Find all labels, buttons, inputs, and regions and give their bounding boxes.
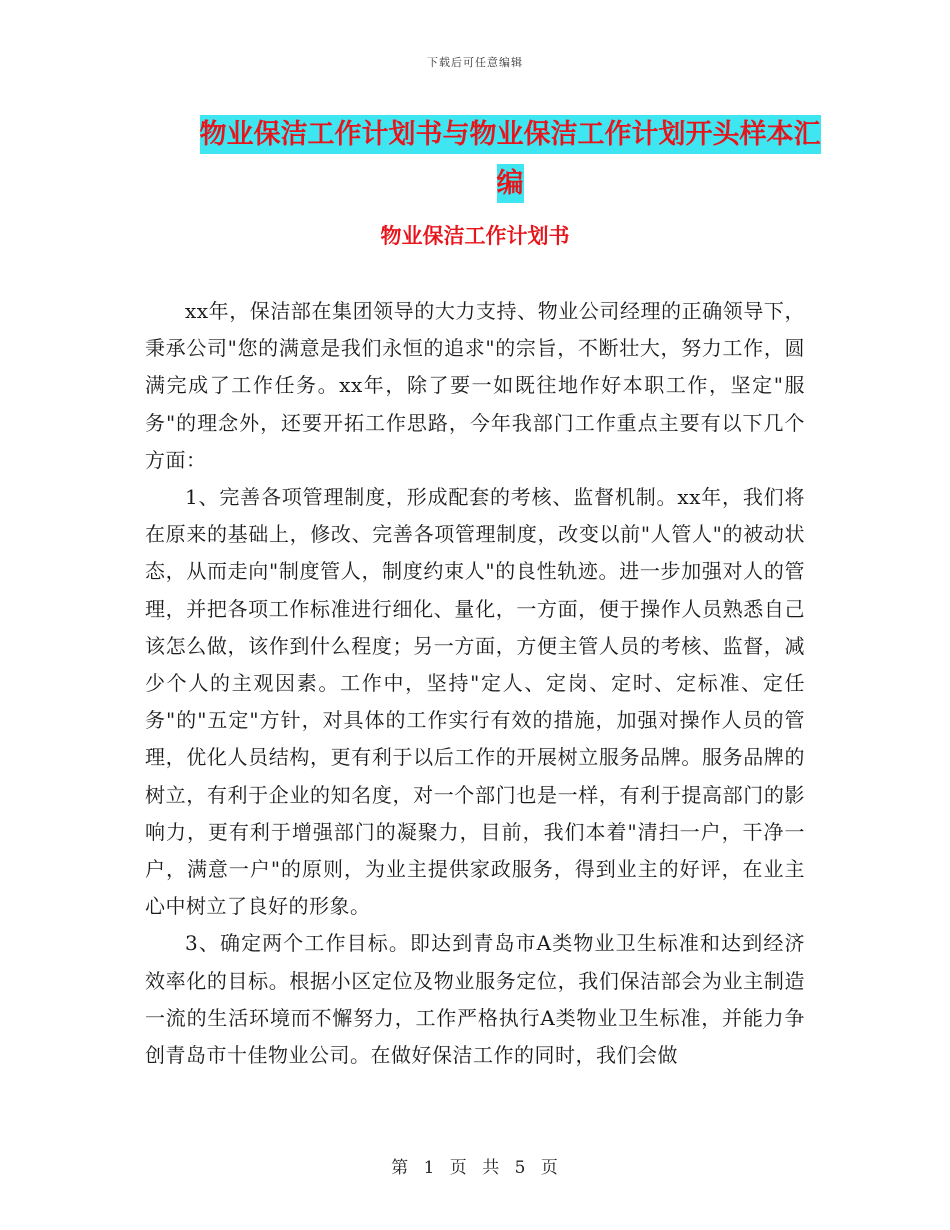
footer-word-gong: 共: [482, 1158, 501, 1178]
footer-word-ye-2: 页: [540, 1158, 559, 1178]
section-title: 物业保洁工作计划书: [380, 224, 570, 248]
page-footer: [0, 1153, 950, 1178]
footer-word-di: 第: [391, 1158, 410, 1178]
document-title-line-1: 物业保洁工作计划书与物业保洁工作计划开头样本汇: [200, 115, 821, 154]
footer-total-pages: 5: [514, 1158, 527, 1178]
body-text: [145, 293, 805, 1074]
paragraph-item-3: 3、确定两个工作目标。即达到青岛市A类物业卫生标准和达到经济效率化的目标。根据小区定位及物业服务定位，我们保洁部会为业主制造一流的生活环境而不懈努力，工作严格执行A类物业卫生标准，并能力争创青岛市十佳物业公司。在做好保洁工作的同时，我们会做: [145, 931, 805, 1068]
header-note: 下载后可任意编辑: [427, 56, 523, 69]
footer-page-number: 1: [423, 1158, 436, 1178]
paragraph-intro: xx年，保洁部在集团领导的大力支持、物业公司经理的正确领导下，秉承公司"您的满意是我们永恒的追求"的宗旨，不断壮大，努力工作，圆满完成了工作任务。xx年，除了要一如既往地作好本职工作，坚定"服务"的理念外，还要开拓工作思路，今年我部门工作重点主要有以下几个方面：: [145, 299, 805, 472]
document-title-line-2: 编: [497, 164, 524, 203]
document-title: [190, 110, 830, 208]
footer-word-ye: 页: [449, 1158, 468, 1178]
paragraph-item-1: 1、完善各项管理制度，形成配套的考核、监督机制。xx年，我们将在原来的基础上，修改、完善各项管理制度，改变以前"人管人"的被动状态，从而走向"制度管人，制度约束人"的良性轨迹。进一步加强对人的管理，并把各项工作标准进行细化、量化，一方面，便于操作人员熟悉自己该怎么做，该作到什么程度；另一方面，方便主管人员的考核、监督，减少个人的主观因素。工作中，坚持"定人、定岗、定时、定标准、定任务"的"五定"方针，对具体的工作实行有效的措施，加强对操作人员的管理，优化人员结构，更有利于以后工作的开展树立服务品牌。服务品牌的树立，有利于企业的知名度，对一个部门也是一样，有利于提高部门的影响力，更有利于增强部门的凝聚力，目前，我们本着"清扫一户，干净一户，满意一户"的原则，为业主提供家政服务，得到业主的好评，在业主心中树立了良好的形象。: [145, 485, 805, 919]
